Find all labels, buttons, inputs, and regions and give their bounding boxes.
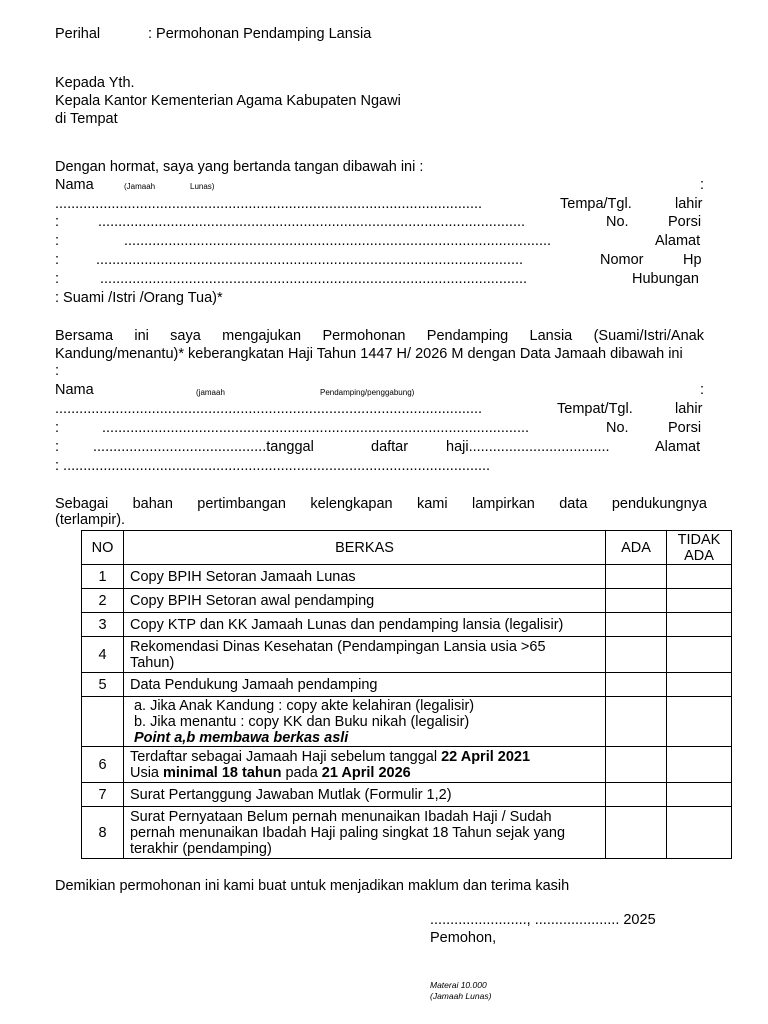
word: saya: [170, 328, 201, 344]
s2-row3-haji: haji...................................: [446, 439, 610, 455]
row-no: 1: [82, 565, 124, 589]
s2-row1-dots: ..........................................................................................................: [55, 401, 483, 417]
s2-row2-label-1: No.: [606, 420, 629, 436]
row2-dots: ..........................................................................................................: [98, 214, 526, 230]
tidak-ada-cell: [667, 747, 732, 783]
row-no: 4: [82, 637, 124, 673]
row2-label-2: Porsi: [668, 214, 702, 230]
sub-item-b: b. Jika menantu : copy KK dan Buku nikah (legalisir): [133, 713, 470, 730]
berkas-table: [81, 530, 732, 859]
row-no: 5: [82, 673, 124, 697]
address-line-3: di Tempat: [55, 111, 118, 127]
ada-cell: [606, 673, 667, 697]
word: kelengkapan: [310, 496, 393, 512]
row-text: [123, 807, 605, 859]
nama-pendamping-note-1: (jamaah: [196, 388, 225, 397]
row4-label-1: Nomor: [600, 252, 644, 268]
s2-row1-label-1: Tempat/Tgl.: [557, 401, 633, 417]
tidak-ada-cell: [667, 565, 732, 589]
ada-cell: [606, 637, 667, 673]
word: Lansia: [529, 328, 573, 344]
row-no: 2: [82, 589, 124, 613]
tidak-ada-cell: [667, 807, 732, 859]
tidak-ada-cell: [667, 637, 732, 673]
row-text: Copy BPIH Setoran Jamaah Lunas: [123, 565, 605, 589]
s2-row3-mid: daftar: [371, 439, 409, 455]
word: mengajukan: [222, 328, 302, 344]
word: Bersama: [55, 328, 114, 344]
nama-note-2: Lunas): [190, 182, 215, 191]
word: pertimbangan: [197, 496, 286, 512]
colon: :: [55, 233, 60, 249]
relation-text: : Suami /Istri /Orang Tua)*: [55, 290, 223, 306]
table-row: [82, 589, 732, 613]
table-row: [82, 673, 732, 697]
header-tidak: TIDAK: [677, 531, 721, 548]
word: data: [559, 496, 588, 512]
s2-row4: : ..........................................................................................................: [55, 458, 491, 474]
s2-row2-dots: ..........................................................................................................: [102, 420, 530, 436]
pemohon-label: Pemohon,: [430, 930, 497, 946]
sub-item-a: a. Jika Anak Kandung : copy akte kelahiran (legalisir): [133, 697, 475, 714]
row3-dots: ..........................................................................................................: [124, 233, 552, 249]
section2-para-line-2: Kandung/menantu)* keberangkatan Haji Tahun 1447 H/ 2026 M dengan Data Jamaah dibawah ini: [55, 346, 683, 362]
colon: :: [55, 439, 60, 455]
table-row: [82, 613, 732, 637]
table-row: [82, 565, 732, 589]
tidak-ada-cell: [667, 783, 732, 807]
row3-label: Alamat: [655, 233, 701, 249]
s2-row1-label-2: lahir: [675, 401, 703, 417]
row-text: [123, 747, 605, 783]
section3-para-line-2: (terlampir).: [55, 512, 126, 528]
row-text: Data Pendukung Jamaah pendamping: [123, 673, 605, 697]
tidak-ada-cell: [667, 589, 732, 613]
table-row: [82, 807, 732, 859]
colon: :: [55, 363, 60, 379]
ada-cell: [606, 697, 667, 747]
row-text: Copy BPIH Setoran awal pendamping: [123, 589, 605, 613]
row1-label-2: lahir: [675, 196, 703, 212]
row2-label-1: No.: [606, 214, 629, 230]
colon: :: [55, 214, 60, 230]
table-row: [82, 697, 732, 747]
table-row: [82, 783, 732, 807]
word: Permohonan: [322, 328, 406, 344]
ada-cell: [606, 807, 667, 859]
s2-row2-label-2: Porsi: [668, 420, 702, 436]
row6-l2c: pada: [281, 764, 322, 781]
colon: :: [700, 382, 705, 398]
nama-label: Nama: [55, 177, 94, 193]
address-line-1: Kepada Yth.: [55, 75, 135, 91]
closing-text: Demikian permohonan ini kami buat untuk menjadikan maklum dan terima kasih: [55, 878, 570, 894]
header-ada: ADA: [606, 531, 667, 565]
row-text-line: Surat Pernyataan Belum pernah menunaikan Ibadah Haji / Sudah: [129, 808, 552, 825]
row-text: Copy KTP dan KK Jamaah Lunas dan pendamping lansia (legalisir): [123, 613, 605, 637]
table-row: [82, 747, 732, 783]
row-no: 8: [82, 807, 124, 859]
perihal-value: : Permohonan Pendamping Lansia: [148, 26, 372, 42]
tidak-ada-cell: [667, 673, 732, 697]
ada-cell: [606, 613, 667, 637]
row4-dots: ..........................................................................................................: [96, 252, 524, 268]
row-text: Surat Pertanggung Jawaban Mutlak (Formulir 1,2): [123, 783, 605, 807]
row-no: 7: [82, 783, 124, 807]
row5-label: Hubungan: [632, 271, 699, 287]
nama-pendamping-note-2: Pendamping/penggabung): [320, 388, 415, 397]
ada-cell: [606, 783, 667, 807]
word: ini: [134, 328, 149, 344]
colon: :: [55, 420, 60, 436]
tidak-ada-cell: [667, 697, 732, 747]
ada-cell: [606, 747, 667, 783]
word: Sebagai: [55, 496, 109, 512]
row-text: [123, 637, 605, 673]
date-line: ........................, ..................... 2025: [430, 912, 656, 928]
row-text-line: Tahun): [129, 654, 175, 671]
tidak-ada-cell: [667, 613, 732, 637]
section3-para-line-1: [55, 496, 707, 512]
nama-pendamping-label: Nama: [55, 382, 94, 398]
row-no: [82, 697, 124, 747]
materai-label: Materai 10.000: [430, 980, 487, 990]
materai-note: (Jamaah Lunas): [430, 991, 492, 1001]
row-text: [123, 697, 605, 747]
s2-row3-label: Alamat: [655, 439, 701, 455]
header-tidak-ada: [667, 531, 732, 565]
s2-row3-dots: ...........................................tanggal: [93, 439, 314, 455]
header-berkas: BERKAS: [123, 531, 605, 565]
row1-label-1: Tempa/Tgl.: [560, 196, 632, 212]
row-text-line: terakhir (pendamping): [129, 840, 272, 857]
word: lampirkan: [471, 496, 535, 512]
row6-l2d: 21 April 2026: [321, 764, 411, 781]
row-no: 3: [82, 613, 124, 637]
row6-l2b: minimal 18 tahun: [163, 764, 282, 781]
row4-label-2: Hp: [683, 252, 702, 268]
colon: :: [55, 271, 60, 287]
section2-para-line-1: [55, 328, 704, 344]
row6-l1b: 22 April 2021: [441, 748, 531, 765]
row5-dots: ..........................................................................................................: [100, 271, 528, 287]
row-no: 6: [82, 747, 124, 783]
word: kami: [416, 496, 448, 512]
ada-cell: [606, 565, 667, 589]
intro-text: Dengan hormat, saya yang bertanda tangan dibawah ini :: [55, 159, 424, 175]
ada-cell: [606, 589, 667, 613]
row1-dots: ..........................................................................................................: [55, 196, 483, 212]
table-header-row: [82, 531, 732, 565]
row6-l1a: Terdaftar sebagai Jamaah Haji sebelum tanggal: [129, 748, 442, 765]
word: pendukungnya: [611, 496, 707, 512]
row-text-line: pernah menunaikan Ibadah Haji paling singkat 18 Tahun sejak yang: [129, 824, 566, 841]
word: Pendamping: [426, 328, 509, 344]
word: bahan: [132, 496, 173, 512]
perihal-label: Perihal: [55, 26, 101, 42]
table-row: [82, 637, 732, 673]
address-line-2: Kepala Kantor Kementerian Agama Kabupaten Ngawi: [55, 93, 401, 109]
nama-note-1: (Jamaah: [124, 182, 156, 191]
row-text-line: Rekomendasi Dinas Kesehatan (Pendampingan Lansia usia >65: [129, 638, 546, 655]
header-no: NO: [82, 531, 124, 565]
row6-l2a: Usia: [129, 764, 164, 781]
note-bold: Point a,b membawa berkas asli: [133, 729, 349, 746]
colon: :: [55, 252, 60, 268]
colon: :: [700, 177, 705, 193]
header-tidak-ada-2: ADA: [684, 547, 714, 564]
word: (Suami/Istri/Anak: [593, 328, 704, 344]
